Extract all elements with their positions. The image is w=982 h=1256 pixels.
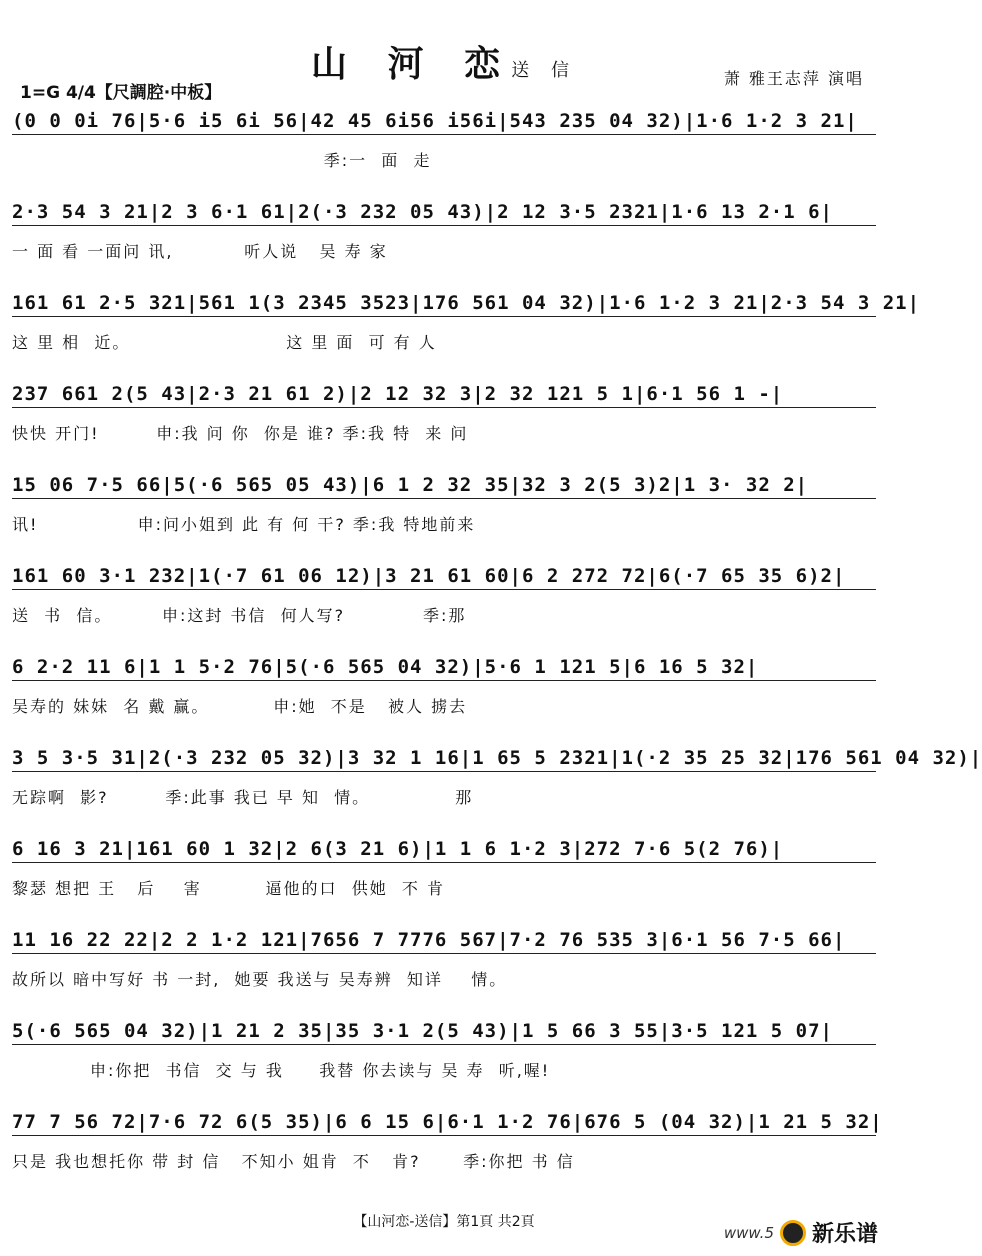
lyrics-line: 故所以 暗中写好 书 一封, 她要 我送与 吴寿辨 知详 情。 xyxy=(12,970,508,989)
key-signature: 1=G 4/4【尺調腔·中板】 xyxy=(20,83,222,103)
lyrics-line: 讯! 申:问小姐到 此 有 何 干? 季:我 特地前来 xyxy=(12,515,476,534)
notation-line: (0 0 0i 76|5·6 i5 6i 56|42 45 6i56 i56i|543 235 04 32)|1·6 1·2 3 21| xyxy=(12,108,876,135)
score-system xyxy=(12,745,982,810)
song-title: 山 河 恋 xyxy=(311,43,515,85)
performers: 萧 雅王志萍 演唱 xyxy=(723,69,864,88)
logo-url: www.5 xyxy=(723,1223,774,1242)
score-system xyxy=(12,836,876,901)
score-system xyxy=(12,563,876,628)
record-icon xyxy=(780,1220,806,1246)
lyrics-line: 吴寿的 妹妹 名 戴 赢。 申:她 不是 被人 掳去 xyxy=(12,697,468,716)
lyrics-line: 送 书 信。 申:这封 书信 何人写? 季:那 xyxy=(12,606,467,625)
notation-line: 161 61 2·5 321|561 1(3 2345 3523|176 561 04 32)|1·6 1·2 3 21|2·3 54 3 21| xyxy=(12,290,876,317)
lyrics-line: 申:你把 书信 交 与 我 我替 你去读与 吴 寿 听,喔! xyxy=(12,1061,551,1080)
score-system xyxy=(12,1109,883,1174)
lyrics-line: 快快 开门! 申:我 问 你 你是 谁? 季:我 特 来 问 xyxy=(12,424,469,443)
notation-line: 15 06 7·5 66|5(·6 565 05 43)|6 1 2 32 35|32 3 2(5 3)2|1 3· 32 2| xyxy=(12,472,876,499)
song-subtitle: 送 信 xyxy=(511,60,577,81)
notation-line: 11 16 22 22|2 2 1·2 121|7656 7 7776 567|7·2 76 535 3|6·1 56 7·5 66| xyxy=(12,927,876,954)
logo-name: 新乐谱 xyxy=(811,1222,878,1247)
lyrics-line: 一 面 看 一面问 讯, 听人说 吴 寿 家 xyxy=(12,242,388,261)
site-logo xyxy=(724,1217,878,1248)
notation-line: 161 60 3·1 232|1(·7 61 06 12)|3 21 61 60|6 2 272 72|6(·7 65 35 6)2| xyxy=(12,563,876,590)
score-system xyxy=(12,1018,876,1083)
lyrics-line: 这 里 相 近。 这 里 面 可 有 人 xyxy=(12,333,437,352)
notation-line: 6 2·2 11 6|1 1 5·2 76|5(·6 565 04 32)|5·6 1 121 5|6 16 5 32| xyxy=(12,654,876,681)
notation-line: 3 5 3·5 31|2(·3 232 05 32)|3 32 1 16|1 65 5 2321|1(·2 35 25 32|176 561 04 32)| xyxy=(12,745,876,772)
notation-line: 6 16 3 21|161 60 1 32|2 6(3 21 6)|1 1 6 1·2 3|272 7·6 5(2 76)| xyxy=(12,836,876,863)
score-system xyxy=(12,290,921,355)
lyrics-line: 只是 我也想托你 带 封 信 不知小 姐肯 不 肯? 季:你把 书 信 xyxy=(12,1152,575,1171)
notation-line: 237 661 2(5 43|2·3 21 61 2)|2 12 32 3|2 32 121 5 1|6·1 56 1 -| xyxy=(12,381,876,408)
score-system xyxy=(12,472,876,537)
score-system xyxy=(12,199,876,264)
notation-line: 77 7 56 72|7·6 72 6(5 35)|6 6 15 6|6·1 1·2 76|676 5 (04 32)|1 21 5 32| xyxy=(12,1109,876,1136)
notation-line: 5(·6 565 04 32)|1 21 2 35|35 3·1 2(5 43)|1 5 66 3 55|3·5 121 5 07| xyxy=(12,1018,876,1045)
lyrics-line: 黎瑟 想把 王 后 害 逼他的口 供她 不 肯 xyxy=(12,879,445,898)
score-system xyxy=(12,654,876,719)
score-system xyxy=(12,381,876,446)
score-system xyxy=(12,108,876,173)
notation-line: 2·3 54 3 21|2 3 6·1 61|2(·3 232 05 43)|2 12 3·5 2321|1·6 13 2·1 6| xyxy=(12,199,876,226)
score-system xyxy=(12,927,876,992)
page-footer: 【山河恋-送信】第1頁 共2頁 xyxy=(353,1214,535,1230)
lyrics-line: 季:一 面 走 xyxy=(12,151,432,170)
lyrics-line: 无踪啊 影? 季:此事 我已 早 知 情。 那 xyxy=(12,788,474,807)
